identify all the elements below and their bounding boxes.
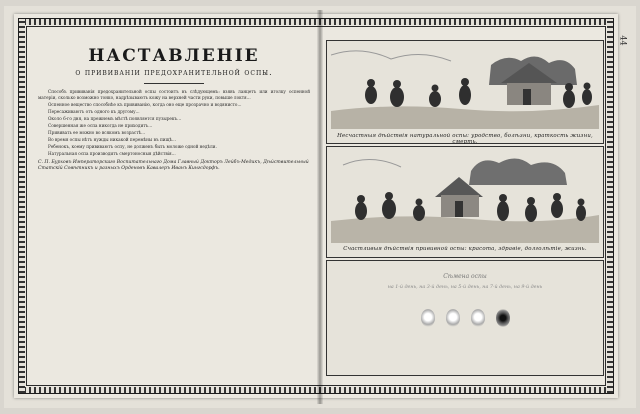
document-title: НАСТАВЛЕНІЕ xyxy=(88,46,260,66)
body-paragraph-7: Во время оспы нѣтъ нужды никакой перемѣны въ пищѣ... xyxy=(48,137,176,143)
stage-sample-1 xyxy=(421,309,435,327)
page-number: 44 xyxy=(618,35,628,46)
body-paragraph-3: Пересаживаютъ отъ одного къ другому... xyxy=(48,108,140,114)
caption-top: Несчастныя дѣйствія натуральной оспы: уродство, болѣзни, краткость жизни, смерть. xyxy=(337,133,593,145)
caption-middle: Счастливыя дѣйствія прививной оспы: красота, здравіе, долголѣтіе, жизнь. xyxy=(343,246,587,252)
inscription-line: на 1-й день, на 3-й день, на 5-й день, на 7-й день, на 9-й день xyxy=(387,285,543,290)
vaccine-stages-panel xyxy=(326,260,604,376)
right-page xyxy=(326,38,604,378)
stage-sample-3 xyxy=(471,309,485,327)
body-paragraph-4: Около 6-го дня, на прежнемъ мѣстѣ появляется пузырекъ... xyxy=(48,115,182,121)
body-paragraph-2: Оспенное вещество способнѣе къ прививанію, когда оно еще прозрачно и водянисто... xyxy=(48,101,242,107)
right-ornament-border xyxy=(607,19,613,393)
inscription-heading: Сѣмена оспы xyxy=(443,273,487,280)
illustration-panel-middle xyxy=(326,146,604,258)
center-fold xyxy=(317,10,323,404)
title-divider xyxy=(144,83,204,84)
top-ornament-border xyxy=(19,19,613,25)
body-paragraph-5: Совершенная же оспа никогда не приходитъ... xyxy=(48,122,153,128)
engraving-village-scene-top xyxy=(331,45,599,129)
left-ornament-border xyxy=(19,19,25,393)
vaccine-stage-samples xyxy=(421,309,521,333)
left-page xyxy=(38,38,310,378)
illustration-panel-top xyxy=(326,40,604,144)
body-paragraph-9: Натуральная оспа производитъ смертоносныя дѣйствія... xyxy=(48,151,176,157)
stage-sample-4 xyxy=(496,309,510,327)
body-paragraph-6: Прививать ее можно во всякомъ возрастѣ... xyxy=(48,130,146,136)
body-paragraph-8: Ребенокъ, коему прививаютъ оспу, не долженъ быть моложе одной недѣли. xyxy=(48,144,217,150)
engraving-village-scene-middle xyxy=(331,151,599,243)
body-paragraph-1: Способъ прививанія предохранительной оспы состоитъ въ слѣдующемъ: взявъ ланцетъ или иголку оспенной матеріи, сколько возможно тонко, надрѣзываютъ кожу на верхней части руки, повыше локтя... xyxy=(38,89,310,100)
stage-sample-2 xyxy=(446,309,460,327)
document-subtitle: о прививаніи предохранительной оспы. xyxy=(75,68,273,77)
bottom-ornament-border xyxy=(19,387,613,393)
signature-block: С. П. Бурховъ Императорскаго Воспитательнаго Дома Главный Докторъ Лейбъ-Медикъ, Дѣйствительный Статскій Совѣтникъ и разныхъ Орденовъ Кавалеръ Иванъ Кингсдорфъ. xyxy=(38,159,309,171)
